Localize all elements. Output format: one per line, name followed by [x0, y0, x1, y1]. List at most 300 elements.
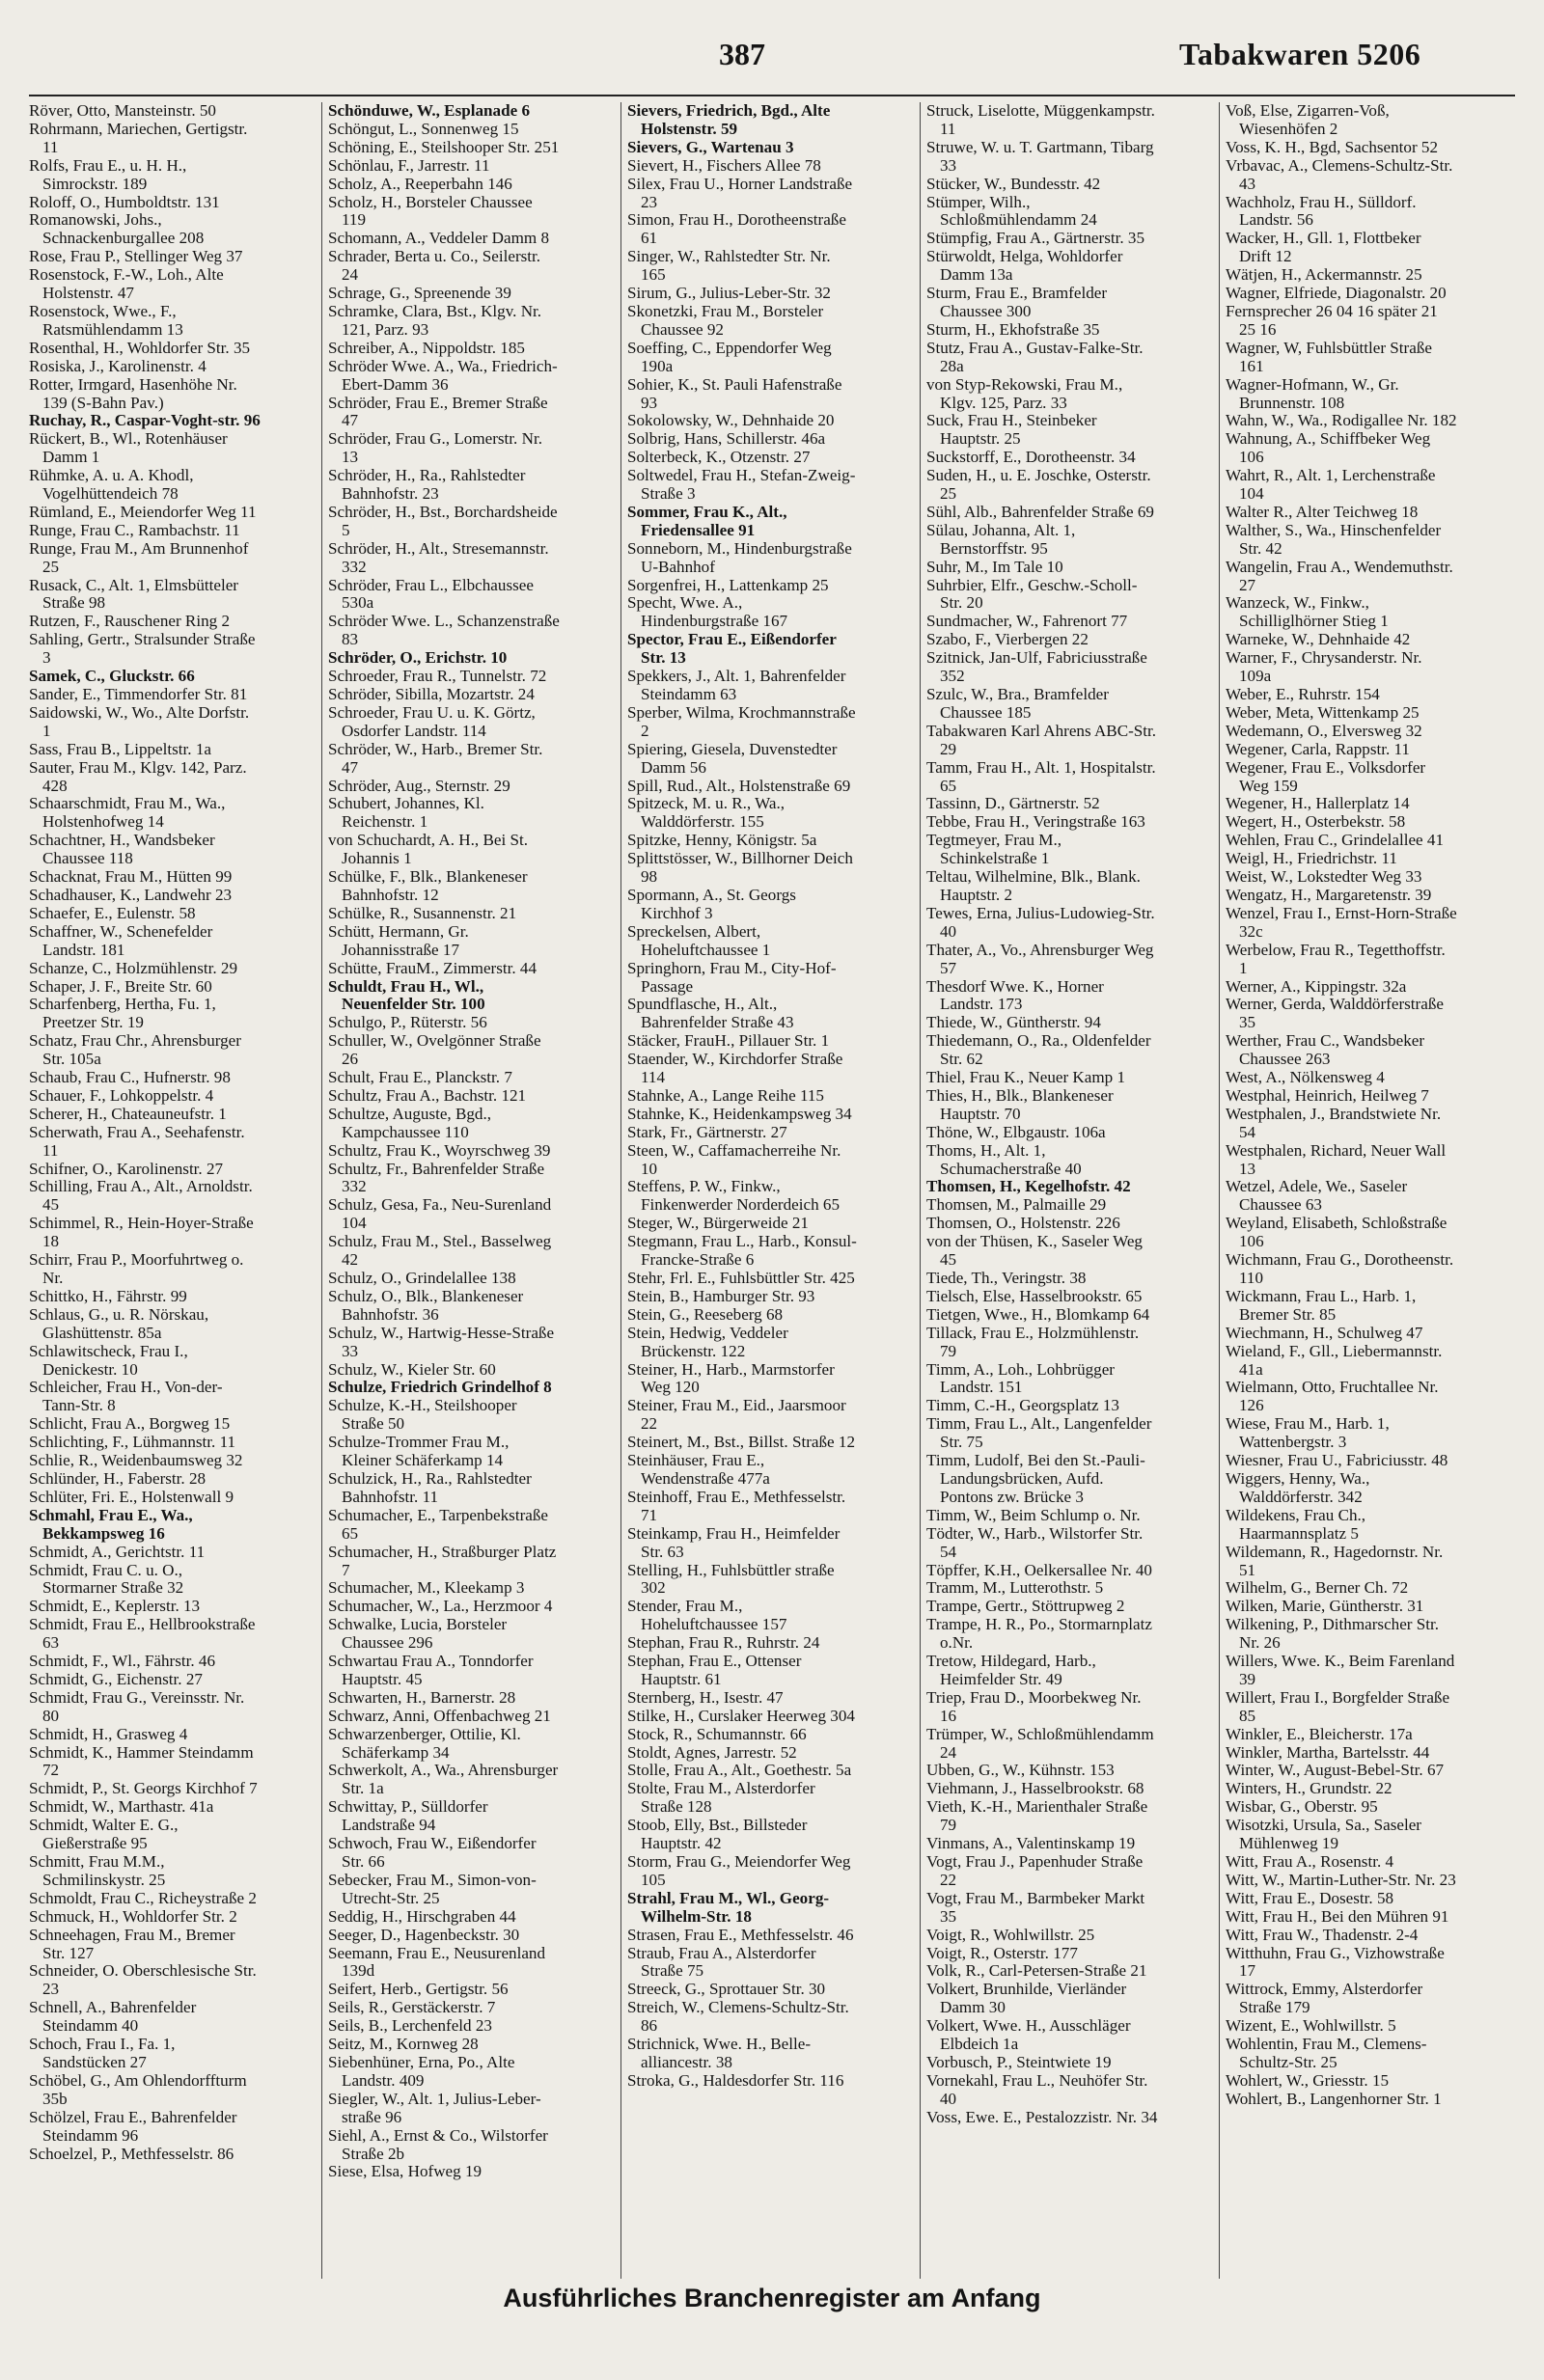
directory-entry: Witt, Frau A., Rosenstr. 4 [1226, 1852, 1394, 1871]
directory-entry: Wegener, Carla, Rappstr. 11 [1226, 739, 1410, 758]
directory-entry: Tielsch, Else, Hasselbrookstr. 65 [926, 1286, 1143, 1305]
directory-entry: Wohlentin, Frau M., Clemens-Schultz-Str. 25 [1226, 2035, 1427, 2071]
directory-entry: Schmidt, H., Grasweg 4 [29, 1724, 188, 1743]
directory-entry: Witt, W., Martin-Luther-Str. Nr. 23 [1226, 1870, 1456, 1889]
directory-entry: Witt, Frau H., Bei den Mühren 91 [1226, 1906, 1449, 1926]
directory-entry: Wätjen, H., Ackermannstr. 25 [1226, 265, 1422, 285]
directory-entry: Samek, C., Gluckstr. 66 [29, 667, 195, 686]
directory-entry: Warneke, W., Dehnhaide 42 [1226, 630, 1411, 649]
directory-entry: Schröder, Frau E., Bremer Straße 47 [328, 393, 548, 430]
directory-entry: Solbrig, Hans, Schillerstr. 46a [627, 429, 826, 449]
directory-entry: Werner, Gerda, Walddörferstraße 35 [1226, 995, 1444, 1032]
directory-entry: Tabakwaren Karl Ahrens ABC-Str. 29 [926, 721, 1157, 758]
directory-entry: Splittstösser, W., Billhorner Deich 98 [627, 849, 853, 887]
directory-entry: Steiner, Frau M., Eid., Jaarsmoor 22 [627, 1396, 846, 1434]
directory-entry: Schülke, F., Blk., Blankeneser Bahnhofstr. 12 [328, 867, 528, 904]
directory-entry: Wilhelm, G., Berner Ch. 72 [1226, 1578, 1409, 1598]
directory-entry: Tebbe, Frau H., Veringstraße 163 [926, 812, 1145, 832]
directory-entry: Schumacher, M., Kleekamp 3 [328, 1578, 525, 1598]
directory-entry: Wagner, Elfriede, Diagonalstr. 20 [1226, 284, 1447, 303]
directory-entry: Saidowski, W., Wo., Alte Dorfstr. 1 [29, 702, 250, 740]
directory-entry: Schroeder, Frau U. u. K. Görtz, Osdorfer Landstr. 114 [328, 702, 536, 740]
directory-entry: Schifner, O., Karolinenstr. 27 [29, 1159, 224, 1178]
directory-entry: Teltau, Wilhelmine, Blk., Blank. Hauptstr. 2 [926, 867, 1141, 904]
directory-entry: Stoldt, Agnes, Jarrestr. 52 [627, 1742, 797, 1762]
directory-entry: Stoob, Elly, Bst., Billsteder Hauptstr. 42 [627, 1816, 808, 1853]
directory-entry: Schumacher, W., La., Herzmoor 4 [328, 1597, 553, 1616]
directory-entry: Seitz, M., Kornweg 28 [328, 2035, 479, 2054]
column-3 [627, 102, 859, 2279]
directory-entry: Suhrbier, Elfr., Geschw.-Scholl-Str. 20 [926, 575, 1138, 613]
directory-entry: Rutzen, F., Rauschener Ring 2 [29, 612, 230, 631]
column-divider [620, 102, 621, 2279]
directory-entry: Schoch, Frau I., Fa. 1, Sandstücken 27 [29, 2035, 176, 2071]
directory-entry: Wacker, H., Gll. 1, Flottbeker Drift 12 [1226, 229, 1421, 266]
directory-entry: Scholz, A., Reeperbahn 146 [328, 174, 512, 193]
directory-entry: Thater, A., Vo., Ahrensburger Weg 57 [926, 940, 1154, 977]
directory-entry: Stücker, W., Bundesstr. 42 [926, 174, 1101, 193]
directory-entry: Storm, Frau G., Meiendorfer Weg 105 [627, 1852, 851, 1889]
directory-entry: Westphal, Heinrich, Heilweg 7 [1226, 1085, 1429, 1105]
directory-entry: Staender, W., Kirchdorfer Straße 114 [627, 1050, 843, 1087]
directory-entry: Sass, Frau B., Lippeltstr. 1a [29, 739, 211, 758]
directory-entry: Schittko, H., Fährstr. 99 [29, 1286, 187, 1305]
directory-entry: Stark, Fr., Gärtnerstr. 27 [627, 1122, 787, 1141]
directory-entry: Schultz, Fr., Bahrenfelder Straße 332 [328, 1159, 545, 1196]
directory-entry: Springhorn, Frau M., City-Hof-Passage [627, 958, 837, 996]
directory-entry: Schulz, W., Kieler Str. 60 [328, 1359, 496, 1379]
directory-entry: Schirr, Frau P., Moorfuhrtweg o. Nr. [29, 1250, 244, 1287]
directory-entry: Thomsen, O., Holstenstr. 226 [926, 1214, 1120, 1233]
directory-entry: Wahn, W., Wa., Rodigallee Nr. 182 [1226, 411, 1457, 430]
directory-entry: Sievert, H., Fischers Allee 78 [627, 155, 821, 175]
directory-entry: Strasen, Frau E., Methfesselstr. 46 [627, 1925, 854, 1944]
directory-entry: Schulz, Frau M., Stel., Basselweg 42 [328, 1232, 552, 1270]
directory-entry: Schröder, H., Ra., Rahlstedter Bahnhofstr. 23 [328, 466, 526, 504]
directory-entry: Seemann, Frau E., Neusurenland 139d [328, 1943, 546, 1981]
directory-entry: Timm, C.-H., Georgsplatz 13 [926, 1396, 1119, 1415]
directory-entry: Silex, Frau U., Horner Landstraße 23 [627, 174, 853, 211]
directory-entry: Sturm, H., Ekhofstraße 35 [926, 319, 1100, 339]
directory-entry: Schmidt, W., Marthastr. 41a [29, 1797, 214, 1817]
directory-entry: Solterbeck, K., Otzenstr. 27 [627, 448, 811, 467]
directory-entry: Sirum, G., Julius-Leber-Str. 32 [627, 284, 831, 303]
directory-entry: Thesdorf Wwe. K., Horner Landstr. 173 [926, 976, 1104, 1014]
directory-entry: Schlie, R., Weidenbaumsweg 32 [29, 1451, 243, 1470]
directory-entry: Stahnke, A., Lange Reihe 115 [627, 1085, 824, 1105]
directory-entry: Szabo, F., Vierbergen 22 [926, 630, 1089, 649]
directory-entry: Timm, W., Beim Schlump o. Nr. [926, 1505, 1141, 1524]
directory-entry: Spiering, Giesela, Duvenstedter Damm 56 [627, 739, 838, 777]
directory-entry: Schröder, Sibilla, Mozartstr. 24 [328, 685, 535, 703]
directory-entry: Wedemann, O., Elversweg 32 [1226, 721, 1422, 740]
section-title: Tabakwaren 5206 [1179, 37, 1421, 71]
directory-entry: Seeger, D., Hagenbeckstr. 30 [328, 1925, 520, 1944]
directory-entry: Trampe, Gertr., Stöttrupweg 2 [926, 1597, 1125, 1616]
directory-entry: Rosenstock, Wwe., F., Ratsmühlendamm 13 [29, 301, 183, 339]
directory-entry: Werner, A., Kippingstr. 32a [1226, 976, 1407, 996]
directory-entry: Winters, H., Grundstr. 22 [1226, 1779, 1392, 1798]
column-divider [920, 102, 921, 2279]
directory-entry: Weist, W., Lokstedter Weg 33 [1226, 867, 1422, 887]
directory-entry: Sokolowsky, W., Dehnhaide 20 [627, 411, 835, 430]
directory-entry: Runge, Frau C., Rambachstr. 11 [29, 520, 240, 539]
directory-entry: Schröder Wwe. A., Wa., Friedrich-Ebert-Damm 36 [328, 356, 558, 394]
directory-entry: Vorbusch, P., Steintwiete 19 [926, 2052, 1112, 2071]
directory-entry: Streich, W., Clemens-Schultz-Str. 86 [627, 1998, 849, 2036]
directory-entry: Vornekahl, Frau L., Neuhöfer Str. 40 [926, 2070, 1148, 2108]
directory-entry: Wegener, Frau E., Volksdorfer Weg 159 [1226, 757, 1426, 795]
directory-entry: Wittrock, Emmy, Alsterdorfer Straße 179 [1226, 1980, 1423, 2017]
directory-entry: Schultz, Frau A., Bachstr. 121 [328, 1085, 527, 1105]
directory-entry: Voss, Ewe. E., Pestalozzistr. Nr. 34 [926, 2107, 1158, 2126]
directory-entry: Tegtmeyer, Frau M., Schinkelstraße 1 [926, 831, 1062, 868]
directory-entry: Struwe, W. u. T. Gartmann, Tibarg 33 [926, 137, 1154, 175]
directory-entry: Schuldt, Frau H., Wl., Neuenfelder Str. 100 [328, 976, 485, 1014]
directory-entry: Schulze-Trommer Frau M., Kleiner Schäferkamp 14 [328, 1433, 510, 1470]
column-divider [321, 102, 322, 2279]
directory-entry: Seils, R., Gerstäckerstr. 7 [328, 1998, 496, 2017]
directory-entry: Schleicher, Frau H., Von-der-Tann-Str. 8 [29, 1378, 223, 1415]
directory-entry: Trümper, W., Schloßmühlendamm 24 [926, 1724, 1154, 1762]
directory-entry: Wildemann, R., Hagedornstr. Nr. 51 [1226, 1542, 1444, 1579]
directory-entry: Spector, Frau E., Eißendorfer Str. 13 [627, 630, 837, 668]
directory-entry: Witthuhn, Frau G., Vizhowstraße 17 [1226, 1943, 1445, 1981]
directory-entry: Schönlau, F., Jarrestr. 11 [328, 155, 490, 175]
directory-entry: Strichnick, Wwe. H., Belle-alliancestr. 38 [627, 2035, 812, 2071]
directory-entry: Suckstorff, E., Dorotheenstr. 34 [926, 448, 1136, 467]
directory-entry: Stein, B., Hamburger Str. 93 [627, 1286, 815, 1305]
directory-entry: Tretow, Hildegard, Harb., Heimfelder Str. 49 [926, 1652, 1096, 1688]
directory-entry: Röver, Otto, Mansteinstr. 50 [29, 102, 216, 120]
directory-entry: Seddig, H., Hirschgraben 44 [328, 1906, 516, 1926]
directory-entry: Schrader, Berta u. Co., Seilerstr. 24 [328, 247, 541, 285]
directory-entry: Schulze, K.-H., Steilshooper Straße 50 [328, 1396, 517, 1434]
directory-entry: Simon, Frau H., Dorotheenstraße 61 [627, 210, 846, 248]
directory-entry: Wilken, Marie, Güntherstr. 31 [1226, 1597, 1424, 1616]
directory-entry: Schröder, W., Harb., Bremer Str. 47 [328, 739, 543, 777]
directory-entry: Timm, A., Loh., Lohbrügger Landstr. 151 [926, 1359, 1116, 1397]
directory-entry: Spreckelsen, Albert, Hoheluftchaussee 1 [627, 921, 771, 959]
directory-entry: Soltwedel, Frau H., Stefan-Zweig-Straße 3 [627, 466, 856, 504]
directory-entry: Stäcker, FrauH., Pillauer Str. 1 [627, 1031, 830, 1051]
directory-entry: Tillack, Frau E., Holzmühlenstr. 79 [926, 1323, 1140, 1360]
directory-entry: Wetzel, Adele, We., Saseler Chaussee 63 [1226, 1177, 1408, 1215]
directory-entry: Wilkening, P., Dithmarscher Str. Nr. 26 [1226, 1615, 1440, 1653]
directory-entry: Stroka, G., Haldesdorfer Str. 116 [627, 2070, 844, 2090]
directory-entry: Wachholz, Frau H., Sülldorf. Landstr. 56 [1226, 192, 1417, 230]
directory-entry: Romanowski, Johs., Schnackenburgallee 208 [29, 210, 205, 248]
directory-entry: Siese, Elsa, Hofweg 19 [328, 2162, 482, 2181]
directory-entry: Schulz, O., Grindelallee 138 [328, 1269, 516, 1287]
directory-entry: Schmuck, H., Wohldorfer Str. 2 [29, 1906, 237, 1926]
directory-entry: Wisbar, G., Oberstr. 95 [1226, 1797, 1378, 1817]
directory-entry: Schatz, Frau Chr., Ahrensburger Str. 105a [29, 1031, 241, 1069]
header-rule [29, 95, 1515, 96]
directory-entry: Tramm, M., Lutterothstr. 5 [926, 1578, 1104, 1598]
directory-entry: Siebenhüner, Erna, Po., Alte Landstr. 409 [328, 2052, 515, 2090]
directory-entry: Schaper, J. F., Breite Str. 60 [29, 976, 212, 996]
directory-entry: Siegler, W., Alt. 1, Julius-Leber-straße 96 [328, 2089, 541, 2126]
directory-entry: Schilling, Frau A., Alt., Arnoldstr. 45 [29, 1177, 253, 1215]
directory-entry: Rühmke, A. u. A. Khodl, Vogelhüttendeich 78 [29, 466, 194, 504]
directory-entry: Witt, Frau E., Dosestr. 58 [1226, 1888, 1394, 1907]
directory-entry: Spekkers, J., Alt. 1, Bahrenfelder Steindamm 63 [627, 667, 846, 703]
directory-entry: Westphalen, Richard, Neuer Wall 13 [1226, 1140, 1447, 1178]
directory-entry: Sperber, Wilma, Krochmannstraße 2 [627, 702, 856, 740]
directory-entry: Werther, Frau C., Wandsbeker Chaussee 263 [1226, 1031, 1425, 1069]
column-4 [926, 102, 1158, 2279]
directory-entry: Sorgenfrei, H., Lattenkamp 25 [627, 575, 829, 594]
directory-entry: Fernsprecher 26 04 16 später 21 25 16 [1226, 301, 1438, 339]
directory-entry: Sonneborn, M., Hindenburgstraße U-Bahnhof [627, 538, 852, 576]
directory-entry: Rosenthal, H., Wohldorfer Str. 35 [29, 338, 251, 357]
directory-entry: Thiel, Frau K., Neuer Kamp 1 [926, 1068, 1126, 1087]
directory-entry: Wisotzki, Ursula, Sa., Saseler Mühlenweg 19 [1226, 1816, 1421, 1853]
directory-entry: Schwoch, Frau W., Eißendorfer Str. 66 [328, 1834, 537, 1871]
directory-entry: Voigt, R., Osterstr. 177 [926, 1943, 1078, 1962]
directory-entry: Schulz, Gesa, Fa., Neu-Surenland 104 [328, 1195, 552, 1233]
directory-entry: Weyland, Elisabeth, Schloßstraße 106 [1226, 1214, 1448, 1251]
directory-entry: Wangelin, Frau A., Wendemuthstr. 27 [1226, 557, 1453, 594]
directory-entry: Steinhoff, Frau E., Methfesselstr. 71 [627, 1487, 846, 1524]
directory-entry: Schumacher, H., Straßburger Platz 7 [328, 1542, 557, 1579]
directory-entry: Winkler, Martha, Bartelsstr. 44 [1226, 1742, 1430, 1762]
directory-entry: Wagner, W, Fuhlsbüttler Straße 161 [1226, 338, 1432, 375]
directory-entry: Ruchay, R., Caspar-Voght-str. 96 [29, 411, 261, 430]
directory-entry: Weber, E., Ruhrstr. 154 [1226, 685, 1380, 703]
directory-entry: Wohlert, W., Griesstr. 15 [1226, 2070, 1390, 2090]
directory-entry: Tewes, Erna, Julius-Ludowieg-Str. 40 [926, 903, 1155, 941]
directory-entry: Sander, E., Timmendorfer Str. 81 [29, 685, 248, 703]
directory-entry: Stümpfig, Frau A., Gärtnerstr. 35 [926, 229, 1144, 248]
directory-entry: Schultz, Frau K., Woyrschweg 39 [328, 1140, 551, 1160]
directory-entry: Schulzick, H., Ra., Rahlstedter Bahnhofstr. 11 [328, 1468, 532, 1506]
directory-entry: Scholz, H., Borsteler Chaussee 119 [328, 192, 533, 230]
directory-entry: Sülau, Johanna, Alt. 1, Bernstorffstr. 95 [926, 520, 1076, 558]
directory-entry: Winter, W., August-Bebel-Str. 67 [1226, 1761, 1445, 1780]
directory-entry: Suden, H., u. E. Joschke, Osterstr. 25 [926, 466, 1151, 504]
directory-entry: Szulc, W., Bra., Bramfelder Chaussee 185 [926, 685, 1109, 722]
directory-entry: Schoelzel, P., Methfesselstr. 86 [29, 2144, 234, 2163]
directory-entry: Schulz, W., Hartwig-Hesse-Straße 33 [328, 1323, 555, 1360]
directory-entry: Schönduwe, W., Esplanade 6 [328, 102, 531, 120]
directory-entry: Töpffer, K.H., Oelkersallee Nr. 40 [926, 1560, 1152, 1579]
directory-entry: Schütte, FrauM., Zimmerstr. 44 [328, 958, 538, 977]
directory-entry: Schülke, R., Susannenstr. 21 [328, 903, 517, 922]
directory-entry: Rohrmann, Mariechen, Gertigstr. 11 [29, 119, 248, 156]
directory-entry: Steinhäuser, Frau E., Wendenstraße 477a [627, 1451, 770, 1488]
directory-entry: Thiede, W., Güntherstr. 94 [926, 1013, 1101, 1032]
directory-entry: Wickmann, Frau L., Harb. 1, Bremer Str. 85 [1226, 1286, 1417, 1324]
directory-entry: Steiner, H., Harb., Marmstorfer Weg 120 [627, 1359, 835, 1397]
directory-entry: Suck, Frau H., Steinbeker Hauptstr. 25 [926, 411, 1097, 449]
directory-entry: Voss, K. H., Bgd, Sachsentor 52 [1226, 137, 1439, 156]
directory-entry: Schmidt, Frau E., Hellbrookstraße 63 [29, 1615, 256, 1653]
directory-entry: Wagner-Hofmann, W., Gr. Brunnenstr. 108 [1226, 374, 1399, 412]
directory-entry: Rotter, Irmgard, Hasenhöhe Nr. 139 (S-Bahn Pav.) [29, 374, 237, 412]
directory-entry: Schulze, Friedrich Grindelhof 8 [328, 1378, 552, 1397]
directory-entry: Schubert, Johannes, Kl. Reichenstr. 1 [328, 794, 484, 832]
directory-entry: Trampe, H. R., Po., Stormarnplatz o.Nr. [926, 1615, 1152, 1653]
directory-entry: Schlichting, F., Lühmannstr. 11 [29, 1433, 236, 1452]
directory-entry: Vinmans, A., Valentinskamp 19 [926, 1834, 1136, 1853]
directory-entry: Viehmann, J., Hasselbrookstr. 68 [926, 1779, 1144, 1798]
directory-entry: Schimmel, R., Hein-Hoyer-Straße 18 [29, 1214, 254, 1251]
directory-entry: Suhr, M., Im Tale 10 [926, 557, 1063, 576]
directory-entry: Thomsen, H., Kegelhofstr. 42 [926, 1177, 1131, 1196]
directory-entry: Schwerkolt, A., Wa., Ahrensburger Str. 1a [328, 1761, 559, 1798]
directory-entry: Singer, W., Rahlstedter Str. Nr. 165 [627, 247, 831, 285]
directory-entry: Schwarten, H., Barnerstr. 28 [328, 1687, 516, 1707]
directory-entry: Stephan, Frau E., Ottenser Hauptstr. 61 [627, 1652, 802, 1688]
directory-entry: Schöbel, G., Am Ohlendorffturm 35b [29, 2070, 247, 2108]
directory-entry: Schröder, H., Alt., Stresemannstr. 332 [328, 538, 549, 576]
directory-entry: Steinert, M., Bst., Billst. Straße 12 [627, 1433, 855, 1452]
directory-entry: Schmidt, Frau C. u. O., Stormarner Straße 32 [29, 1560, 184, 1598]
page-number: 387 [719, 37, 765, 71]
directory-entry: Schmahl, Frau E., Wa., Bekkampsweg 16 [29, 1505, 193, 1543]
directory-entry: Stürwoldt, Helga, Wohldorfer Damm 13a [926, 247, 1123, 285]
directory-entry: Sauter, Frau M., Klgv. 142, Parz. 428 [29, 757, 247, 795]
directory-entry: Voigt, R., Wohlwillstr. 25 [926, 1925, 1095, 1944]
directory-entry: Scharfenberg, Hertha, Fu. 1, Preetzer Str. 19 [29, 995, 216, 1032]
directory-entry: Schramke, Clara, Bst., Klgv. Nr. 121, Parz. 93 [328, 301, 542, 339]
directory-entry: Schmidt, F., Wl., Fährstr. 46 [29, 1652, 216, 1671]
directory-entry: Schomann, A., Veddeler Damm 8 [328, 229, 549, 248]
directory-entry: Roloff, O., Humboldtstr. 131 [29, 192, 220, 211]
directory-entry: Weigl, H., Friedrichstr. 11 [1226, 849, 1397, 868]
directory-entry: Werbelow, Frau R., Tegetthoffstr. 1 [1226, 940, 1446, 977]
directory-entry: Schmidt, Frau G., Vereinsstr. Nr. 80 [29, 1687, 245, 1725]
directory-entry: Schmidt, K., Hammer Steindamm 72 [29, 1742, 254, 1780]
directory-entry: Runge, Frau M., Am Brunnenhof 25 [29, 538, 249, 576]
directory-entry: Walther, S., Wa., Hinschenfelder Str. 42 [1226, 520, 1442, 558]
directory-entry: Schlaus, G., u. R. Nörskau, Glashüttenstr. 85a [29, 1304, 209, 1342]
directory-entry: von Schuchardt, A. H., Bei St. Johannis 1 [328, 831, 529, 868]
directory-entry: Seils, B., Lerchenfeld 23 [328, 2016, 492, 2036]
column-2 [328, 102, 560, 2279]
directory-entry: Schacknat, Frau M., Hütten 99 [29, 867, 233, 887]
directory-entry: Warner, F., Chrysanderstr. Nr. 109a [1226, 648, 1422, 686]
directory-entry: Steger, W., Bürgerweide 21 [627, 1214, 809, 1233]
directory-entry: Stegmann, Frau L., Harb., Konsul-Francke-Straße 6 [627, 1232, 857, 1270]
footer-note: Ausführliches Branchenregister am Anfang [503, 2284, 1041, 2312]
directory-entry: Scherer, H., Chateauneufstr. 1 [29, 1104, 227, 1123]
directory-entry: Spitzeck, M. u. R., Wa., Walddörferstr. 155 [627, 794, 786, 832]
directory-entry: Schachtner, H., Wandsbeker Chaussee 118 [29, 831, 215, 868]
directory-entry: Schauer, F., Lohkoppelstr. 4 [29, 1085, 214, 1105]
directory-entry: Wegener, H., Hallerplatz 14 [1226, 794, 1410, 813]
directory-entry: Schmidt, G., Eichenstr. 27 [29, 1669, 203, 1688]
directory-entry: Strahl, Frau M., Wl., Georg-Wilhelm-Str. 18 [627, 1888, 830, 1926]
directory-entry: Steinkamp, Frau H., Heimfelder Str. 63 [627, 1523, 841, 1561]
directory-entry: Steen, W., Caffamacherreihe Nr. 10 [627, 1140, 841, 1178]
directory-entry: Thöne, W., Elbgaustr. 106a [926, 1122, 1106, 1141]
directory-entry: Scherwath, Frau A., Seehafenstr. 11 [29, 1122, 245, 1160]
directory-entry: von der Thüsen, K., Saseler Weg 45 [926, 1232, 1143, 1270]
directory-entry: Schadhauser, K., Landwehr 23 [29, 885, 233, 904]
directory-entry: Stein, Hedwig, Veddeler Brückenstr. 122 [627, 1323, 788, 1360]
directory-entry: Schnell, A., Bahrenfelder Steindamm 40 [29, 1998, 197, 2036]
directory-entry: Schröder, H., Bst., Borchardsheide 5 [328, 502, 558, 539]
directory-entry: Wielmann, Otto, Fruchtallee Nr. 126 [1226, 1378, 1439, 1415]
directory-entry: Volkert, Wwe. H., Ausschläger Elbdeich 1a [926, 2016, 1131, 2054]
directory-entry: Volk, R., Carl-Petersen-Straße 21 [926, 1961, 1147, 1981]
directory-entry: West, A., Nölkensweg 4 [1226, 1068, 1385, 1087]
directory-entry: Stelling, H., Fuhlsbüttler straße 302 [627, 1560, 835, 1598]
directory-entry: Witt, Frau W., Thadenstr. 2-4 [1226, 1925, 1419, 1944]
directory-entry: Vrbavac, A., Clemens-Schultz-Str. 43 [1226, 155, 1453, 193]
directory-entry: Voß, Else, Zigarren-Voß, Wiesenhöfen 2 [1226, 102, 1390, 138]
directory-entry: Schwalke, Lucia, Borsteler Chaussee 296 [328, 1615, 508, 1653]
directory-entry: Schneider, O. Oberschlesische Str. 23 [29, 1961, 257, 1999]
directory-entry: Steffens, P. W., Finkw., Finkenwerder Norderdeich 65 [627, 1177, 841, 1215]
directory-entry: Schöngut, L., Sonnenweg 15 [328, 119, 519, 138]
directory-entry: Struck, Liselotte, Müggenkampstr. 11 [926, 102, 1155, 138]
directory-entry: Schaefer, E., Eulenstr. 58 [29, 903, 196, 922]
directory-entry: Siehl, A., Ernst & Co., Wilstorfer Straße 2b [328, 2125, 548, 2163]
directory-entry: Tamm, Frau H., Alt. 1, Hospitalstr. 65 [926, 757, 1156, 795]
directory-entry: Schmidt, A., Gerichtstr. 11 [29, 1542, 206, 1561]
directory-entry: Willert, Frau I., Borgfelder Straße 85 [1226, 1687, 1450, 1725]
column-1 [29, 102, 261, 2279]
directory-entry: Wiese, Frau M., Harb. 1, Wattenbergstr. 3 [1226, 1414, 1390, 1452]
directory-entry: Rosenstock, F.-W., Loh., Alte Holstenstr. 47 [29, 265, 224, 303]
directory-entry: Stock, R., Schumannstr. 66 [627, 1724, 807, 1743]
column-divider [1219, 102, 1220, 2279]
directory-entry: Schaffner, W., Schenefelder Landstr. 181 [29, 921, 213, 959]
directory-entry: Schreiber, A., Nippoldstr. 185 [328, 338, 525, 357]
directory-entry: Wizent, E., Wohlwillstr. 5 [1226, 2016, 1396, 2036]
directory-entry: Thomsen, M., Palmaille 29 [926, 1195, 1107, 1215]
directory-entry: Schwittay, P., Sülldorfer Landstraße 94 [328, 1797, 488, 1835]
directory-entry: Spundflasche, H., Alt., Bahrenfelder Straße 43 [627, 995, 794, 1032]
directory-entry: Skonetzki, Frau M., Borsteler Chaussee 92 [627, 301, 824, 339]
directory-entry: Vogt, Frau J., Papenhuder Straße 22 [926, 1852, 1144, 1889]
directory-entry: Schneehagen, Frau M., Bremer Str. 127 [29, 1925, 235, 1962]
directory-entry: Wildekens, Frau Ch., Haarmannsplatz 5 [1226, 1505, 1366, 1543]
directory-entry: Thies, H., Blk., Blankeneser Hauptstr. 70 [926, 1085, 1114, 1123]
directory-entry: Thoms, H., Alt. 1, Schumacherstraße 40 [926, 1140, 1082, 1178]
directory-entry: Streeck, G., Sprottauer Str. 30 [627, 1980, 826, 1999]
directory-entry: Schroeder, Frau R., Tunnelstr. 72 [328, 667, 547, 686]
directory-entry: Wichmann, Frau G., Dorotheenstr. 110 [1226, 1250, 1454, 1287]
directory-entry: Wahnung, A., Schiffbeker Weg 106 [1226, 429, 1431, 467]
directory-entry: Winkler, E., Bleicherstr. 17a [1226, 1724, 1413, 1743]
directory-entry: Wiesner, Frau U., Fabriciusstr. 48 [1226, 1451, 1448, 1470]
directory-entry: Schröder, O., Erichstr. 10 [328, 648, 508, 668]
directory-entry: Wengatz, H., Margaretenstr. 39 [1226, 885, 1432, 904]
directory-entry: Tödter, W., Harb., Wilstorfer Str. 54 [926, 1523, 1144, 1561]
directory-entry: Schult, Frau E., Planckstr. 7 [328, 1068, 512, 1087]
directory-entry: Rümland, E., Meiendorfer Weg 11 [29, 502, 257, 521]
directory-entry: Schwarz, Anni, Offenbachweg 21 [328, 1706, 551, 1725]
directory-entry: Schmoldt, Frau C., Richeystraße 2 [29, 1888, 257, 1907]
directory-entry: Wieland, F., Gll., Liebermannstr. 41a [1226, 1341, 1443, 1379]
directory-entry: Westphalen, J., Brandstwiete Nr. 54 [1226, 1104, 1442, 1141]
directory-entry: Willers, Wwe. K., Beim Farenland 39 [1226, 1652, 1455, 1688]
directory-entry: Sievers, Friedrich, Bgd., Alte Holstenstr. 59 [627, 102, 831, 138]
directory-entry: Wegert, H., Osterbekstr. 58 [1226, 812, 1406, 832]
directory-entry: Wehlen, Frau C., Grindelallee 41 [1226, 831, 1444, 850]
directory-entry: Soeffing, C., Eppendorfer Weg 190a [627, 338, 832, 375]
directory-entry: Vogt, Frau M., Barmbeker Markt 35 [926, 1888, 1145, 1926]
directory-entry: Wiechmann, H., Schulweg 47 [1226, 1323, 1423, 1342]
directory-entry: Schmidt, P., St. Georgs Kirchhof 7 [29, 1779, 258, 1798]
directory-entry: Schröder, Frau G., Lomerstr. Nr. 13 [328, 429, 542, 467]
directory-entry: Stein, G., Reeseberg 68 [627, 1304, 784, 1324]
